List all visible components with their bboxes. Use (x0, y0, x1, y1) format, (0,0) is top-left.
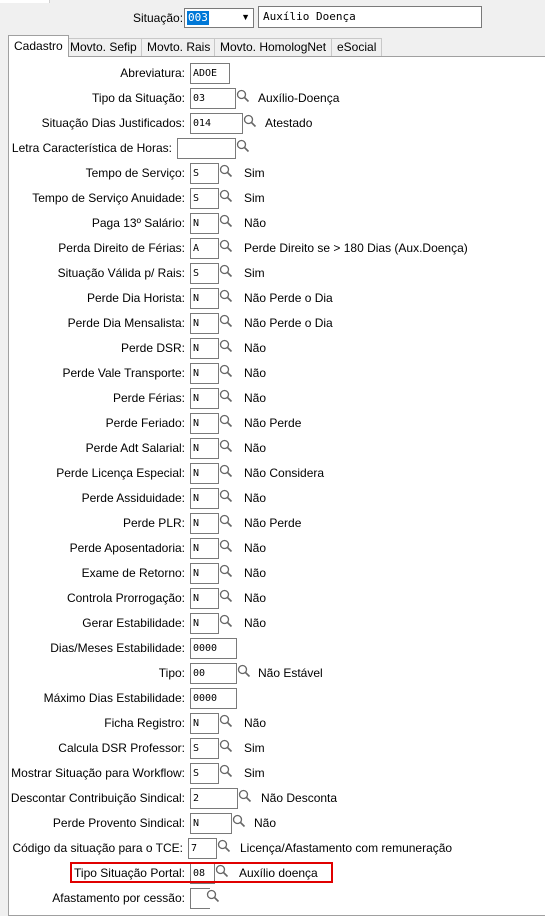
field-description: Não (244, 216, 267, 230)
form-row (0, 762, 545, 784)
field-input[interactable]: N (190, 313, 219, 334)
field-input[interactable]: 08 (190, 863, 215, 884)
tab-esocial[interactable]: eSocial (331, 38, 382, 56)
field-description: Licença/Afastamento com remuneração (240, 841, 453, 855)
form-row (0, 287, 545, 309)
field-label: Mostrar Situação para Workflow: (11, 766, 185, 780)
field-label: Máximo Dias Estabilidade: (43, 691, 185, 705)
form-row (0, 137, 545, 159)
form-row (0, 612, 545, 634)
field-description: Sim (244, 166, 265, 180)
field-label: Afastamento por cessão: (52, 891, 185, 905)
tab-movto-sefip[interactable]: Movto. Sefip (64, 38, 143, 56)
field-description: Sim (244, 266, 265, 280)
form-row (0, 837, 545, 859)
field-input[interactable]: ADOE (190, 63, 230, 84)
form-row (0, 637, 545, 659)
field-description: Perde Direito se > 180 Dias (Aux.Doença) (244, 241, 468, 255)
field-input[interactable]: S (190, 188, 219, 209)
field-label: Calcula DSR Professor: (58, 741, 185, 755)
field-label: Perde DSR: (120, 341, 185, 355)
form-row (0, 362, 545, 384)
field-description: Não Perde (244, 416, 302, 430)
field-label: Perde Provento Sindical: (52, 816, 185, 830)
search-icon[interactable] (219, 289, 237, 308)
form-row (0, 787, 545, 809)
field-description: Não (244, 391, 267, 405)
field-description: Não (244, 491, 267, 505)
field-input[interactable]: N (190, 288, 219, 309)
field-description: Não (254, 816, 277, 830)
search-icon[interactable] (238, 789, 256, 808)
field-label: Ficha Registro: (104, 716, 185, 730)
field-label: Controla Prorrogação: (66, 591, 185, 605)
field-description: Auxílio doença (239, 866, 318, 880)
field-description: Não Desconta (261, 791, 338, 805)
field-description: Sim (244, 766, 265, 780)
field-label: Perde Dia Mensalista: (67, 316, 185, 330)
field-input[interactable]: N (190, 438, 219, 459)
field-label: Situação Válida p/ Rais: (57, 266, 185, 280)
field-input[interactable] (177, 138, 236, 159)
field-label: Perde Assiduidade: (81, 491, 185, 505)
field-input[interactable]: N (190, 538, 219, 559)
field-label: Código da situação para o TCE: (12, 841, 183, 855)
field-label: Tipo: (158, 666, 185, 680)
search-icon[interactable] (219, 539, 237, 558)
field-description: Sim (244, 191, 265, 205)
field-label: Tempo de Serviço Anuidade: (32, 191, 185, 205)
field-description: Não (244, 341, 267, 355)
field-label: Tipo da Situação: (92, 91, 185, 105)
search-icon[interactable] (219, 314, 237, 333)
field-label: Perda Direito de Férias: (58, 241, 185, 255)
field-input[interactable]: N (190, 513, 219, 534)
search-icon[interactable] (237, 664, 255, 683)
field-label: Situação Dias Justificados: (41, 116, 185, 130)
form-row (0, 237, 545, 259)
form-row (0, 112, 545, 134)
form-row (0, 887, 545, 909)
search-icon[interactable] (219, 339, 237, 358)
form-row (0, 312, 545, 334)
field-label: Perde PLR: (122, 516, 185, 530)
form-row (0, 162, 545, 184)
field-label: Perde Férias: (112, 391, 185, 405)
situacao-label: Situação: (133, 11, 184, 25)
form-row (0, 512, 545, 534)
field-input[interactable]: N (190, 488, 219, 509)
field-input[interactable]: S (190, 263, 219, 284)
form-row (0, 337, 545, 359)
search-icon[interactable] (219, 714, 237, 733)
search-icon[interactable] (219, 514, 237, 533)
field-label: Descontar Contribuição Sindical: (10, 791, 185, 805)
search-icon[interactable] (243, 114, 261, 133)
field-description: Não (244, 366, 267, 380)
top-strip-segment (0, 0, 50, 3)
field-description: Não (244, 541, 267, 555)
search-icon[interactable] (219, 364, 237, 383)
field-input[interactable]: N (190, 338, 219, 359)
field-description: Não (244, 566, 267, 580)
search-icon[interactable] (236, 139, 254, 158)
form-row (0, 812, 545, 834)
field-input[interactable]: 0000 (190, 688, 237, 709)
form-row (0, 62, 545, 84)
search-icon[interactable] (219, 214, 237, 233)
field-input[interactable]: 03 (190, 88, 236, 109)
field-input[interactable]: 0000 (190, 638, 237, 659)
search-icon[interactable] (219, 764, 237, 783)
search-icon[interactable] (206, 889, 224, 908)
field-label: Exame de Retorno: (81, 566, 185, 580)
field-input[interactable]: 014 (190, 113, 243, 134)
form-row (0, 737, 545, 759)
form-row (0, 387, 545, 409)
field-description: Não (244, 616, 267, 630)
field-description: Não Perde o Dia (244, 316, 333, 330)
field-input[interactable]: N (190, 613, 219, 634)
field-label: Perde Licença Especial: (56, 466, 185, 480)
field-input[interactable]: N (190, 413, 219, 434)
field-description: Não Estável (258, 666, 323, 680)
chevron-down-icon[interactable]: ▼ (241, 12, 250, 22)
field-label: Dias/Meses Estabilidade: (50, 641, 185, 655)
form-row (0, 187, 545, 209)
form-row (0, 712, 545, 734)
form-row (0, 487, 545, 509)
form-row (0, 437, 545, 459)
situacao-combo[interactable] (184, 8, 254, 28)
search-icon[interactable] (219, 389, 237, 408)
form-row (0, 537, 545, 559)
search-icon[interactable] (236, 89, 254, 108)
field-input[interactable]: N (190, 363, 219, 384)
form-row (0, 87, 545, 109)
field-input[interactable]: 00 (190, 663, 237, 684)
search-icon[interactable] (217, 839, 235, 858)
situacao-description-field: Auxílio Doença (258, 6, 482, 28)
field-input[interactable]: N (190, 713, 219, 734)
field-description: Auxílio-Doença (258, 91, 340, 105)
field-input[interactable]: N (190, 813, 232, 834)
field-input[interactable]: 2 (190, 788, 238, 809)
field-input[interactable]: N (190, 588, 219, 609)
form-row (0, 462, 545, 484)
field-description: Não Perde (244, 516, 302, 530)
form-row (0, 262, 545, 284)
window-top-strip (0, 0, 545, 4)
field-label: Tipo Situação Portal: (74, 866, 185, 880)
search-icon[interactable] (219, 589, 237, 608)
form-row (0, 562, 545, 584)
field-label: Tempo de Serviço: (85, 166, 185, 180)
field-input[interactable]: S (190, 763, 219, 784)
search-icon[interactable] (219, 489, 237, 508)
search-icon[interactable] (219, 264, 237, 283)
search-icon[interactable] (232, 814, 250, 833)
field-label: Perde Vale Transporte: (62, 366, 185, 380)
search-icon[interactable] (215, 864, 233, 883)
field-input[interactable]: N (190, 388, 219, 409)
search-icon[interactable] (219, 564, 237, 583)
field-label: Perde Adt Salarial: (85, 441, 185, 455)
tab-movto-homolognet[interactable]: Movto. HomologNet (214, 38, 332, 56)
search-icon[interactable] (219, 414, 237, 433)
search-icon[interactable] (219, 164, 237, 183)
form-row (0, 587, 545, 609)
field-description: Não Considera (244, 466, 325, 480)
field-description: Não Perde o Dia (244, 291, 333, 305)
search-icon[interactable] (219, 739, 237, 758)
field-label: Paga 13º Salário: (91, 216, 185, 230)
search-icon[interactable] (219, 239, 237, 258)
field-label: Letra Característica de Horas: (11, 141, 172, 155)
tab-movto-rais[interactable]: Movto. Rais (141, 38, 216, 56)
field-label: Abreviatura: (120, 66, 185, 80)
field-input[interactable]: N (190, 563, 219, 584)
field-input[interactable]: S (190, 738, 219, 759)
search-icon[interactable] (219, 614, 237, 633)
search-icon[interactable] (219, 464, 237, 483)
form-row (0, 212, 545, 234)
field-input[interactable]: S (190, 163, 219, 184)
field-label: Gerar Estabilidade: (82, 616, 185, 630)
search-icon[interactable] (219, 189, 237, 208)
field-description: Não (244, 441, 267, 455)
field-description: Não (244, 591, 267, 605)
field-input[interactable]: 7 (188, 838, 217, 859)
form-row (0, 862, 545, 884)
tab-cadastro[interactable]: Cadastro (8, 35, 69, 57)
field-input[interactable]: N (190, 213, 219, 234)
form-row (0, 412, 545, 434)
field-input[interactable]: A (190, 238, 219, 259)
situacao-code-value[interactable]: 003 (188, 11, 208, 24)
field-label: Perde Aposentadoria: (69, 541, 185, 555)
field-label: Perde Dia Horista: (86, 291, 185, 305)
search-icon[interactable] (219, 439, 237, 458)
field-input[interactable]: N (190, 463, 219, 484)
form-row (0, 687, 545, 709)
field-description: Atestado (265, 116, 313, 130)
form-row (0, 662, 545, 684)
field-label: Perde Feriado: (105, 416, 185, 430)
field-description: Não (244, 716, 267, 730)
field-description: Sim (244, 741, 265, 755)
